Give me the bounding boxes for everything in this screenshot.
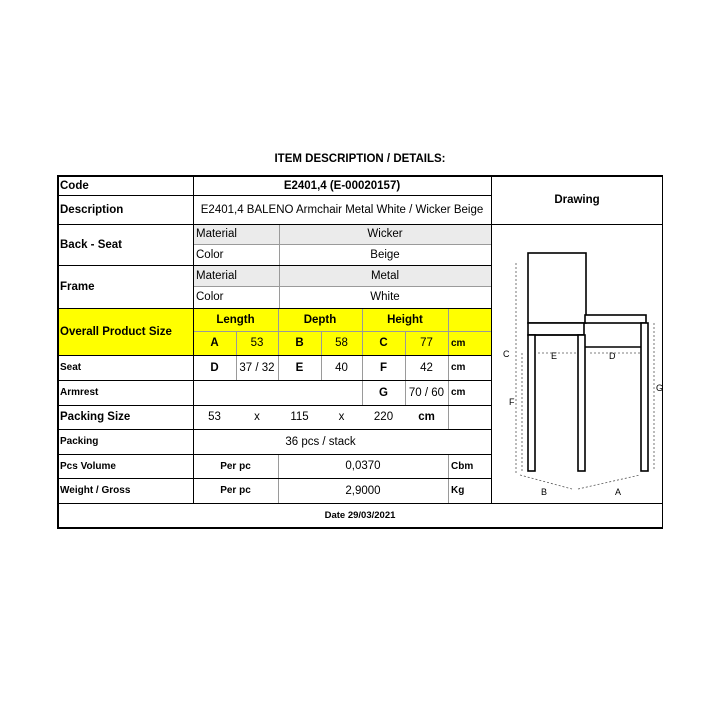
- armrest-label: Armrest: [60, 387, 99, 398]
- back-seat-material: Wicker: [279, 224, 491, 244]
- back-seat-material-label: Material: [193, 224, 279, 244]
- weight-unit: Kg: [451, 485, 465, 496]
- frame-material: Metal: [279, 265, 491, 286]
- drawing-letter-d: D: [609, 351, 616, 361]
- frame-label: Frame: [60, 280, 95, 293]
- drawing-letter-b: B: [541, 487, 548, 497]
- dim-d-value: 37 / 32: [239, 361, 275, 374]
- packing-length: 53: [208, 411, 221, 423]
- date: Date 29/03/2021: [324, 510, 396, 521]
- pcs-volume-value: 0,0370: [345, 460, 381, 472]
- seat-unit: cm: [451, 362, 466, 373]
- chair-drawing: [490, 225, 662, 503]
- weight-label: Weight / Gross: [60, 485, 131, 496]
- overall-unit: cm: [451, 337, 466, 349]
- sheet-title: ITEM DESCRIPTION / DETAILS:: [274, 153, 446, 165]
- code-value: E2401,4 (E-00020157): [283, 179, 401, 192]
- packing-x-1: x: [254, 411, 260, 423]
- pcs-volume-per: Per pc: [220, 460, 251, 472]
- dim-a-value: 53: [250, 337, 264, 349]
- height-label: Height: [387, 313, 423, 326]
- dim-a-label: A: [210, 337, 219, 349]
- drawing-letter-a: A: [615, 487, 622, 497]
- dim-f-label: F: [379, 361, 388, 374]
- back-seat-color-label: Color: [196, 248, 224, 261]
- back-seat-color: Beige: [370, 248, 400, 261]
- dim-f-value: 42: [420, 361, 433, 374]
- packing-label: Packing: [60, 436, 99, 447]
- drawing-letter-c: C: [503, 349, 510, 359]
- packing-size-label: Packing Size: [60, 411, 131, 423]
- weight-value: 2,9000: [345, 484, 381, 497]
- frame-material-label: Material: [193, 265, 279, 286]
- dim-c-label: C: [379, 337, 388, 349]
- packing-height: 220: [373, 411, 394, 423]
- dim-c-value: 77: [420, 337, 433, 349]
- drawing-letter-g: G: [656, 383, 664, 393]
- dim-b-value: 58: [335, 337, 348, 349]
- frame-color: White: [370, 291, 400, 303]
- back-seat-label: Back - Seat: [60, 238, 123, 251]
- length-label: Length: [216, 313, 255, 326]
- description-value: E2401,4 BALENO Armchair Metal White / Wicker Beige: [200, 203, 484, 216]
- dim-g-value: 70 / 60: [408, 386, 445, 399]
- overall-size-label: Overall Product Size: [60, 325, 172, 338]
- armrest-unit: cm: [451, 387, 466, 398]
- weight-per: Per pc: [220, 485, 251, 496]
- drawing-letter-e: E: [551, 351, 558, 361]
- dim-g-label: G: [379, 386, 388, 399]
- seat-label: Seat: [60, 362, 82, 373]
- pcs-volume-label: Pcs Volume: [60, 460, 116, 472]
- dim-b-label: B: [295, 337, 304, 349]
- pcs-volume-unit: Cbm: [451, 460, 474, 472]
- packing-value: 36 pcs / stack: [285, 435, 356, 448]
- dim-e-value: 40: [335, 361, 348, 374]
- code-label: Code: [60, 179, 89, 192]
- drawing-label: Drawing: [554, 194, 600, 206]
- dim-d-label: D: [210, 361, 219, 374]
- frame-color-label: Color: [196, 291, 224, 303]
- packing-x-2: x: [338, 411, 345, 423]
- packing-width: 115: [290, 411, 309, 423]
- spec-sheet: [57, 175, 663, 528]
- depth-label: Depth: [303, 313, 337, 326]
- dim-e-label: E: [295, 361, 304, 374]
- description-label: Description: [60, 203, 124, 216]
- packing-size-unit: cm: [418, 411, 435, 423]
- drawing-letter-f: F: [509, 397, 515, 407]
